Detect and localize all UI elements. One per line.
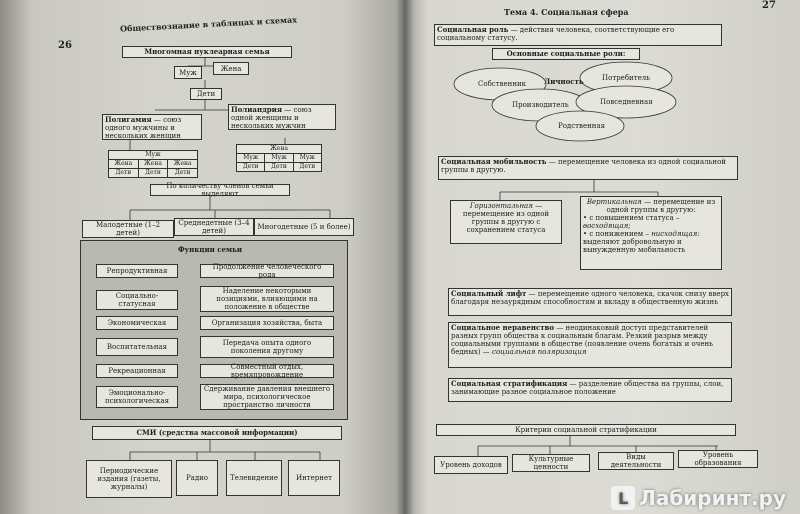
nuclear-family-title: Многомная нуклеарная семья — [122, 46, 292, 58]
right-running-header: Тема 4. Социальная сфера — [504, 7, 629, 17]
grid-cell: Муж — [265, 154, 293, 163]
role-parent: Родственная — [558, 122, 606, 130]
function-description: Передача опыта одного поколения другому — [200, 336, 334, 358]
grid-cell: Муж — [293, 154, 321, 163]
stratification-definition: — разделение общества на группы, слои, занимающие разное социальное положение — [451, 380, 724, 396]
medium-families: Среднедетные (3–4 детей) — [174, 218, 254, 236]
criteria-title: Критерии социальной стратификации — [436, 424, 736, 436]
social-role-box — [434, 24, 722, 46]
vertical-definition: — перемещение из одной группы в другую: — [606, 198, 716, 214]
mobility-term: Социальная мобильность — [441, 157, 547, 166]
horizontal-mobility-box — [450, 200, 562, 244]
function-name: Рекреационная — [96, 364, 178, 378]
grid-cell: Дети — [138, 169, 168, 178]
grid-cell: Дети — [109, 169, 139, 178]
grid-cell: Жена — [138, 160, 168, 169]
function-name: Воспитательная — [96, 338, 178, 356]
polygyny-box — [102, 114, 202, 140]
horizontal-definition: — перемещение из одной группы в другую с сохранением статуса — [462, 202, 550, 234]
role-person: Личность — [544, 77, 584, 86]
inequality-tail: социальная поляризация — [492, 348, 587, 356]
grid-cell: Жена — [237, 145, 322, 154]
media-television: Телевидение — [226, 460, 282, 496]
grid-cell: Муж — [109, 151, 198, 160]
watermark — [611, 486, 786, 510]
vertical-up: с повышением статуса – — [589, 214, 680, 222]
criteria-culture: Культурные ценности — [512, 454, 590, 472]
nuclear-wife: Жена — [213, 62, 249, 75]
polygyny-grid — [108, 150, 198, 178]
grid-cell: Дети — [293, 163, 321, 172]
role-consumer: Потребитель — [602, 74, 650, 82]
function-description: Организация хозяйства, быта — [200, 316, 334, 330]
by-count-title: По количеству членов семьи выделяют — [150, 184, 290, 196]
book-gutter — [396, 0, 414, 514]
vertical-down-term: нисходящая: — [651, 230, 700, 238]
grid-cell: Дети — [237, 163, 265, 172]
function-name: Эмоционально-психологическая — [96, 386, 178, 408]
watermark-logo-icon: L — [611, 486, 635, 510]
nuclear-children: Дети — [190, 88, 222, 100]
vertical-down: с понижением – — [589, 230, 649, 238]
role-producer: Производитель — [512, 101, 569, 109]
function-description: Совместный отдых, времяпровождение — [200, 364, 334, 378]
vertical-extra: выделяют добровольную и вынужденную мобильность — [583, 238, 686, 254]
vertical-mobility-box: Вертикальная — перемещение из одной группы в другую: • с повышением статуса – восходящая; • с понижением – нисходящая: выделяют добровольную и вынужденную мобильность — [580, 196, 722, 270]
function-name: Социально-статусная — [96, 290, 178, 310]
nuclear-husband: Муж — [174, 66, 202, 79]
grid-cell: Дети — [265, 163, 293, 172]
function-description: Продолжение человеческого рода — [200, 264, 334, 278]
vertical-term: Вертикальная — [586, 198, 642, 206]
social-lift-box — [448, 288, 732, 316]
mobility-definition: — перемещение человека из одной социальной группы в другую. — [441, 158, 726, 174]
grid-cell: Жена — [109, 160, 139, 169]
role-everyday: Повседневная — [600, 98, 653, 106]
criteria-income: Уровень доходов — [434, 456, 508, 474]
inequality-box — [448, 322, 732, 368]
family-functions-title: Функции семьи — [178, 245, 243, 254]
right-page — [404, 0, 800, 514]
inequality-term: Социальное неравенство — [451, 323, 555, 332]
horizontal-term: Горизонтальная — [469, 202, 533, 210]
left-running-header: Обществознание в таблицах и схемах — [119, 14, 298, 34]
function-description: Сдерживание давления внешнего мира, психологическое пространство личности — [200, 384, 334, 410]
function-name: Экономическая — [96, 316, 178, 330]
role-owner: Собственник — [478, 80, 527, 88]
polygyny-term: Полигамия — [105, 115, 152, 124]
social-role-term: Социальная роль — [437, 25, 509, 34]
roles-title: Основные социальные роли: — [492, 48, 640, 60]
social-role-definition: — действия человека, соответствующие его социальному статусу. — [437, 26, 675, 42]
polyandry-definition: — союз одной женщины и нескольких мужчин — [231, 106, 312, 130]
media-title: СМИ (средства массовой информации) — [92, 426, 342, 440]
polyandry-grid — [236, 144, 322, 172]
left-page-number: 26 — [58, 40, 72, 51]
criteria-education: Уровень образования — [678, 450, 758, 468]
small-families: Малодетные (1–2 детей) — [82, 220, 174, 238]
large-families: Многодетные (5 и более) — [254, 218, 354, 236]
stratification-box — [448, 378, 732, 402]
media-periodicals: Периодические издания (газеты, журналы) — [86, 460, 172, 498]
social-lift-term: Социальный лифт — [451, 289, 527, 298]
social-lift-definition: — перемещение одного человека, скачок снизу вверх благодаря незаурядным способностям и вкладу в общественную жизнь — [451, 290, 730, 306]
criteria-activity: Виды деятельности — [598, 452, 674, 470]
grid-cell: Дети — [168, 169, 198, 178]
right-page-number: 27 — [762, 0, 776, 11]
grid-cell: Муж — [237, 154, 265, 163]
polygyny-definition: — союз одного мужчины и нескольких женщин — [105, 116, 182, 140]
stratification-term: Социальная стратификация — [451, 379, 568, 388]
polyandry-box — [228, 104, 336, 130]
inequality-definition: — неодинаковый доступ представителей разных групп общества к социальным благам. Резкий разрыв между социальными группами в обществе (появление очень богатых и очень бедных) — — [451, 324, 713, 356]
grid-cell: Жена — [168, 160, 198, 169]
mobility-box — [438, 156, 738, 180]
watermark-text: Лабиринт.ру — [639, 486, 786, 510]
media-radio: Радио — [176, 460, 218, 496]
polyandry-term: Полиандрия — [231, 105, 282, 114]
media-internet: Интернет — [288, 460, 340, 496]
function-name: Репродуктивная — [96, 264, 178, 278]
vertical-up-term: восходящая; — [583, 222, 631, 230]
function-description: Наделение некоторыми позициями, влияющими на положение в обществе — [200, 286, 334, 312]
